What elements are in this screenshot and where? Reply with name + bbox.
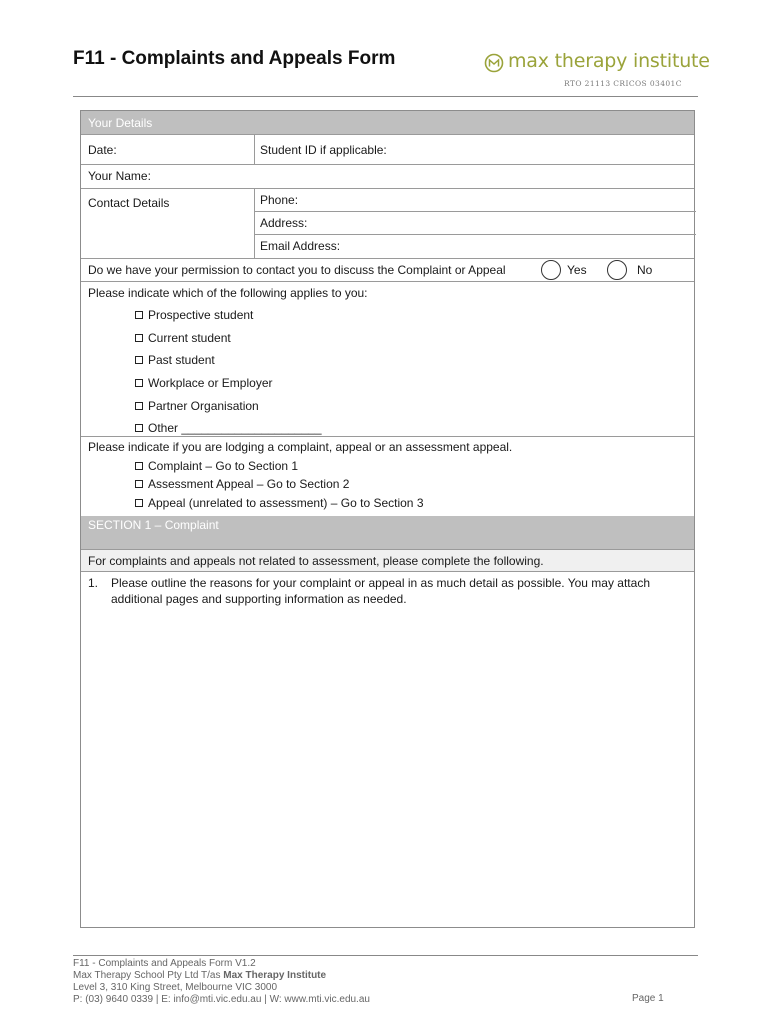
page-title: F11 - Complaints and Appeals Form: [73, 48, 396, 69]
yes-radio[interactable]: [541, 260, 561, 280]
option-prospective-student[interactable]: Prospective student: [135, 308, 253, 322]
footer-address: Level 3, 310 King Street, Melbourne VIC 3000: [73, 982, 278, 993]
permission-row: [81, 259, 694, 282]
checkbox-icon[interactable]: [135, 379, 143, 387]
checkbox-icon[interactable]: [135, 402, 143, 410]
student-id-field[interactable]: [411, 136, 691, 164]
footer-divider: [73, 955, 698, 956]
contact-details-label: Contact Details: [88, 196, 170, 210]
checkbox-icon[interactable]: [135, 424, 143, 432]
option-complaint[interactable]: Complaint – Go to Section 1: [135, 459, 298, 473]
complaints-form: [80, 110, 695, 928]
question1-line1: Please outline the reasons for your complaint or appeal in as much detail as possible. You may attach: [111, 576, 650, 590]
section1-intro: For complaints and appeals not related to assessment, please complete the following.: [88, 554, 544, 568]
your-details-label: Your Details: [88, 116, 153, 130]
checkbox-icon[interactable]: [135, 334, 143, 342]
checkbox-icon[interactable]: [135, 480, 143, 488]
applies-question: Please indicate which of the following applies to you:: [88, 286, 368, 300]
address-label: Address:: [260, 216, 308, 230]
footer-form-version: F11 - Complaints and Appeals Form V1.2: [73, 958, 256, 969]
footer-contact: P: (03) 9640 0339 | E: info@mti.vic.edu.au | W: www.mti.vic.edu.au: [73, 994, 370, 1005]
date-divider: [254, 135, 255, 165]
student-id-label: Student ID if applicable:: [260, 143, 387, 157]
checkbox-icon[interactable]: [135, 311, 143, 319]
email-label: Email Address:: [260, 239, 341, 253]
name-field[interactable]: [161, 166, 691, 188]
lodging-question: Please indicate if you are lodging a complaint, appeal or an assessment appeal.: [88, 440, 513, 454]
option-other[interactable]: Other _____________________: [135, 421, 322, 435]
page-number: Page 1: [632, 993, 664, 1004]
name-label: Your Name:: [88, 169, 151, 183]
date-field[interactable]: [121, 136, 253, 164]
contact-divider: [254, 189, 255, 259]
option-past-student[interactable]: Past student: [135, 353, 215, 367]
logo-mark-icon: [484, 53, 504, 73]
lodging-row: [81, 437, 694, 516]
institute-logo: [484, 50, 710, 94]
phone-label: Phone:: [260, 193, 299, 207]
question1-number: 1.: [88, 576, 99, 590]
logo-text: max therapy institute: [508, 50, 710, 72]
no-radio[interactable]: [607, 260, 627, 280]
address-field[interactable]: [321, 212, 691, 233]
option-assessment-appeal[interactable]: Assessment Appeal – Go to Section 2: [135, 477, 349, 491]
applies-row: [81, 282, 694, 437]
option-current-student[interactable]: Current student: [135, 331, 231, 345]
rto-cricos-code: RTO 21113 CRICOS 03401C: [564, 79, 682, 88]
section1-intro-row: [81, 549, 694, 572]
question1-line2: additional pages and supporting information as needed.: [111, 592, 407, 606]
footer-company: Max Therapy School Pty Ltd T/as Max Therapy Institute: [73, 970, 327, 981]
header-divider: [73, 96, 698, 97]
yes-label: Yes: [567, 263, 587, 277]
checkbox-icon[interactable]: [135, 462, 143, 470]
permission-question: Do we have your permission to contact you to discuss the Complaint or Appeal: [88, 263, 506, 277]
option-partner-organisation[interactable]: Partner Organisation: [135, 399, 259, 413]
checkbox-icon[interactable]: [135, 356, 143, 364]
option-appeal-unrelated[interactable]: Appeal (unrelated to assessment) – Go to Section 3: [135, 496, 424, 510]
phone-field[interactable]: [311, 190, 691, 210]
section1-label: SECTION 1 – Complaint: [88, 518, 219, 532]
checkbox-icon[interactable]: [135, 499, 143, 507]
question1-answer-field[interactable]: [85, 611, 690, 923]
date-label: Date:: [88, 143, 117, 157]
no-label: No: [637, 263, 653, 277]
your-details-header: [81, 111, 694, 135]
email-field[interactable]: [351, 235, 691, 257]
section1-header: [81, 516, 694, 549]
option-workplace-employer[interactable]: Workplace or Employer: [135, 376, 273, 390]
